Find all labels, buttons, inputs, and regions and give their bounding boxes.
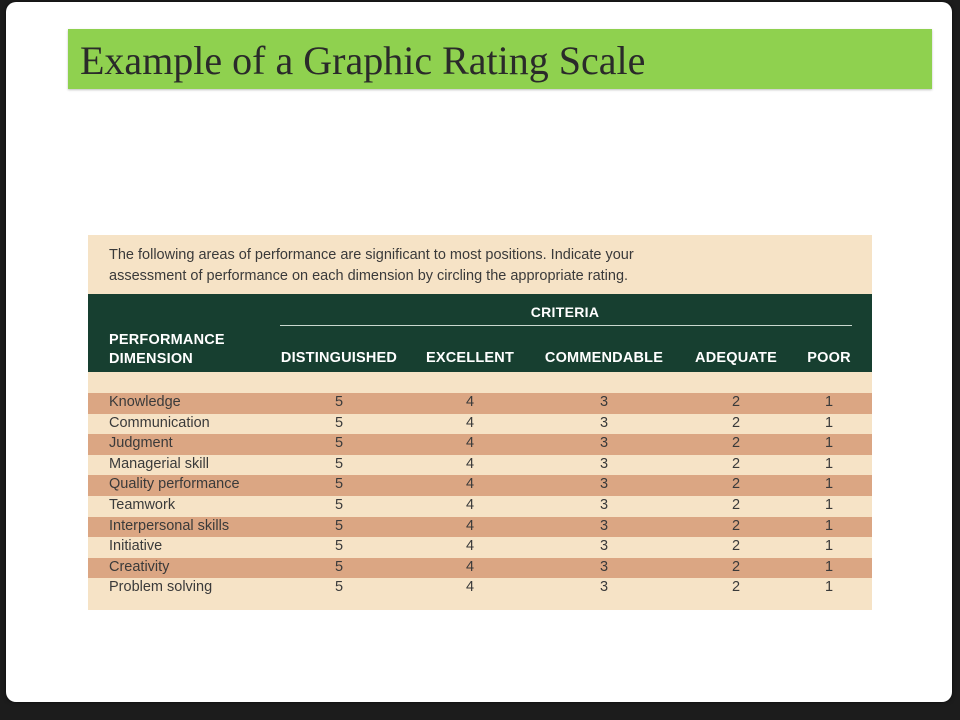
rating-option[interactable]: 5	[334, 455, 344, 472]
table-row	[88, 475, 872, 496]
performance-dimension-label	[109, 331, 225, 369]
rating-option[interactable]: 4	[465, 414, 475, 431]
table-row	[88, 434, 872, 455]
dimension-label-line-2: DIMENSION	[109, 351, 193, 367]
table-row	[88, 537, 872, 558]
criteria-divider	[280, 325, 852, 326]
rating-option[interactable]: 2	[731, 538, 741, 555]
rating-option[interactable]: 4	[465, 435, 475, 452]
rating-option[interactable]: 4	[465, 394, 475, 410]
dimension-label-line-1: PERFORMANCE	[109, 332, 225, 348]
rating-option[interactable]: 2	[731, 496, 741, 513]
dimension-name: Quality performance	[109, 476, 240, 493]
rating-option[interactable]: 3	[599, 455, 609, 472]
rating-option[interactable]: 2	[731, 455, 741, 472]
rating-option[interactable]: 2	[731, 394, 741, 410]
dimension-name: Creativity	[109, 558, 170, 575]
criteria-label: CRITERIA	[530, 304, 600, 320]
rating-option[interactable]: 3	[599, 414, 609, 431]
table-row	[88, 414, 872, 435]
rating-option[interactable]: 4	[465, 496, 475, 513]
column-header-commendable: COMMENDABLE	[544, 350, 664, 366]
dimension-name: Interpersonal skills	[109, 517, 230, 534]
rating-option[interactable]: 5	[334, 435, 344, 452]
rating-option[interactable]: 3	[599, 435, 609, 452]
dimension-name: Problem solving	[109, 579, 213, 596]
table-row	[88, 558, 872, 579]
rating-option[interactable]: 2	[731, 476, 741, 493]
rating-option[interactable]: 2	[731, 435, 741, 452]
rating-option[interactable]: 1	[824, 394, 834, 410]
rating-option[interactable]: 1	[824, 496, 834, 513]
rating-option[interactable]: 1	[824, 435, 834, 452]
rating-option[interactable]: 1	[824, 455, 834, 472]
rating-option[interactable]: 5	[334, 496, 344, 513]
rating-option[interactable]: 1	[824, 579, 834, 596]
rating-option[interactable]: 4	[465, 538, 475, 555]
dimension-name: Initiative	[109, 538, 163, 555]
rating-option[interactable]: 4	[465, 517, 475, 534]
rating-option[interactable]: 5	[334, 579, 344, 596]
column-header-distinguished: DISTINGUISHED	[280, 350, 398, 366]
column-header-poor: POOR	[807, 350, 851, 366]
table-row	[88, 517, 872, 538]
rating-option[interactable]: 3	[599, 394, 609, 410]
rating-option[interactable]: 4	[465, 455, 475, 472]
rating-option[interactable]: 5	[334, 558, 344, 575]
rating-option[interactable]: 4	[465, 579, 475, 596]
rating-option[interactable]: 2	[731, 517, 741, 534]
rating-option[interactable]: 1	[824, 517, 834, 534]
rating-option[interactable]: 5	[334, 476, 344, 493]
instructions-line-2: assessment of performance on each dimension by circling the appropriate rating.	[109, 268, 629, 284]
rating-option[interactable]: 3	[599, 538, 609, 555]
instructions	[109, 245, 829, 287]
rating-option[interactable]: 2	[731, 558, 741, 575]
rating-rows	[88, 393, 872, 599]
slide-title: Example of a Graphic Rating Scale	[80, 38, 646, 83]
title-bar	[68, 29, 932, 89]
rating-option[interactable]: 5	[334, 414, 344, 431]
dimension-name: Teamwork	[109, 496, 176, 513]
rating-option[interactable]: 4	[465, 476, 475, 493]
dimension-name: Judgment	[109, 435, 173, 452]
table-row	[88, 393, 872, 414]
rating-option[interactable]: 2	[731, 414, 741, 431]
rating-option[interactable]: 3	[599, 558, 609, 575]
rating-option[interactable]: 3	[599, 579, 609, 596]
rating-option[interactable]: 4	[465, 558, 475, 575]
rating-option[interactable]: 3	[599, 517, 609, 534]
rating-option[interactable]: 2	[731, 579, 741, 596]
rating-scale-form	[88, 235, 872, 610]
rating-option[interactable]: 3	[599, 476, 609, 493]
column-header-excellent: EXCELLENT	[426, 350, 514, 366]
rating-option[interactable]: 5	[334, 394, 344, 410]
slide	[6, 2, 952, 702]
rating-option[interactable]: 1	[824, 558, 834, 575]
rating-option[interactable]: 1	[824, 476, 834, 493]
table-row	[88, 496, 872, 517]
instructions-line-1: The following areas of performance are significant to most positions. Indicate your	[109, 247, 634, 263]
table-header	[88, 294, 872, 372]
rating-option[interactable]: 5	[334, 517, 344, 534]
rating-option[interactable]: 1	[824, 414, 834, 431]
rating-option[interactable]: 1	[824, 538, 834, 555]
dimension-name: Knowledge	[109, 394, 181, 410]
table-row	[88, 578, 872, 599]
rating-option[interactable]: 5	[334, 538, 344, 555]
dimension-name: Managerial skill	[109, 455, 209, 472]
dimension-name: Communication	[109, 414, 210, 431]
rating-option[interactable]: 3	[599, 496, 609, 513]
column-header-adequate: ADEQUATE	[695, 350, 777, 366]
table-row	[88, 455, 872, 476]
